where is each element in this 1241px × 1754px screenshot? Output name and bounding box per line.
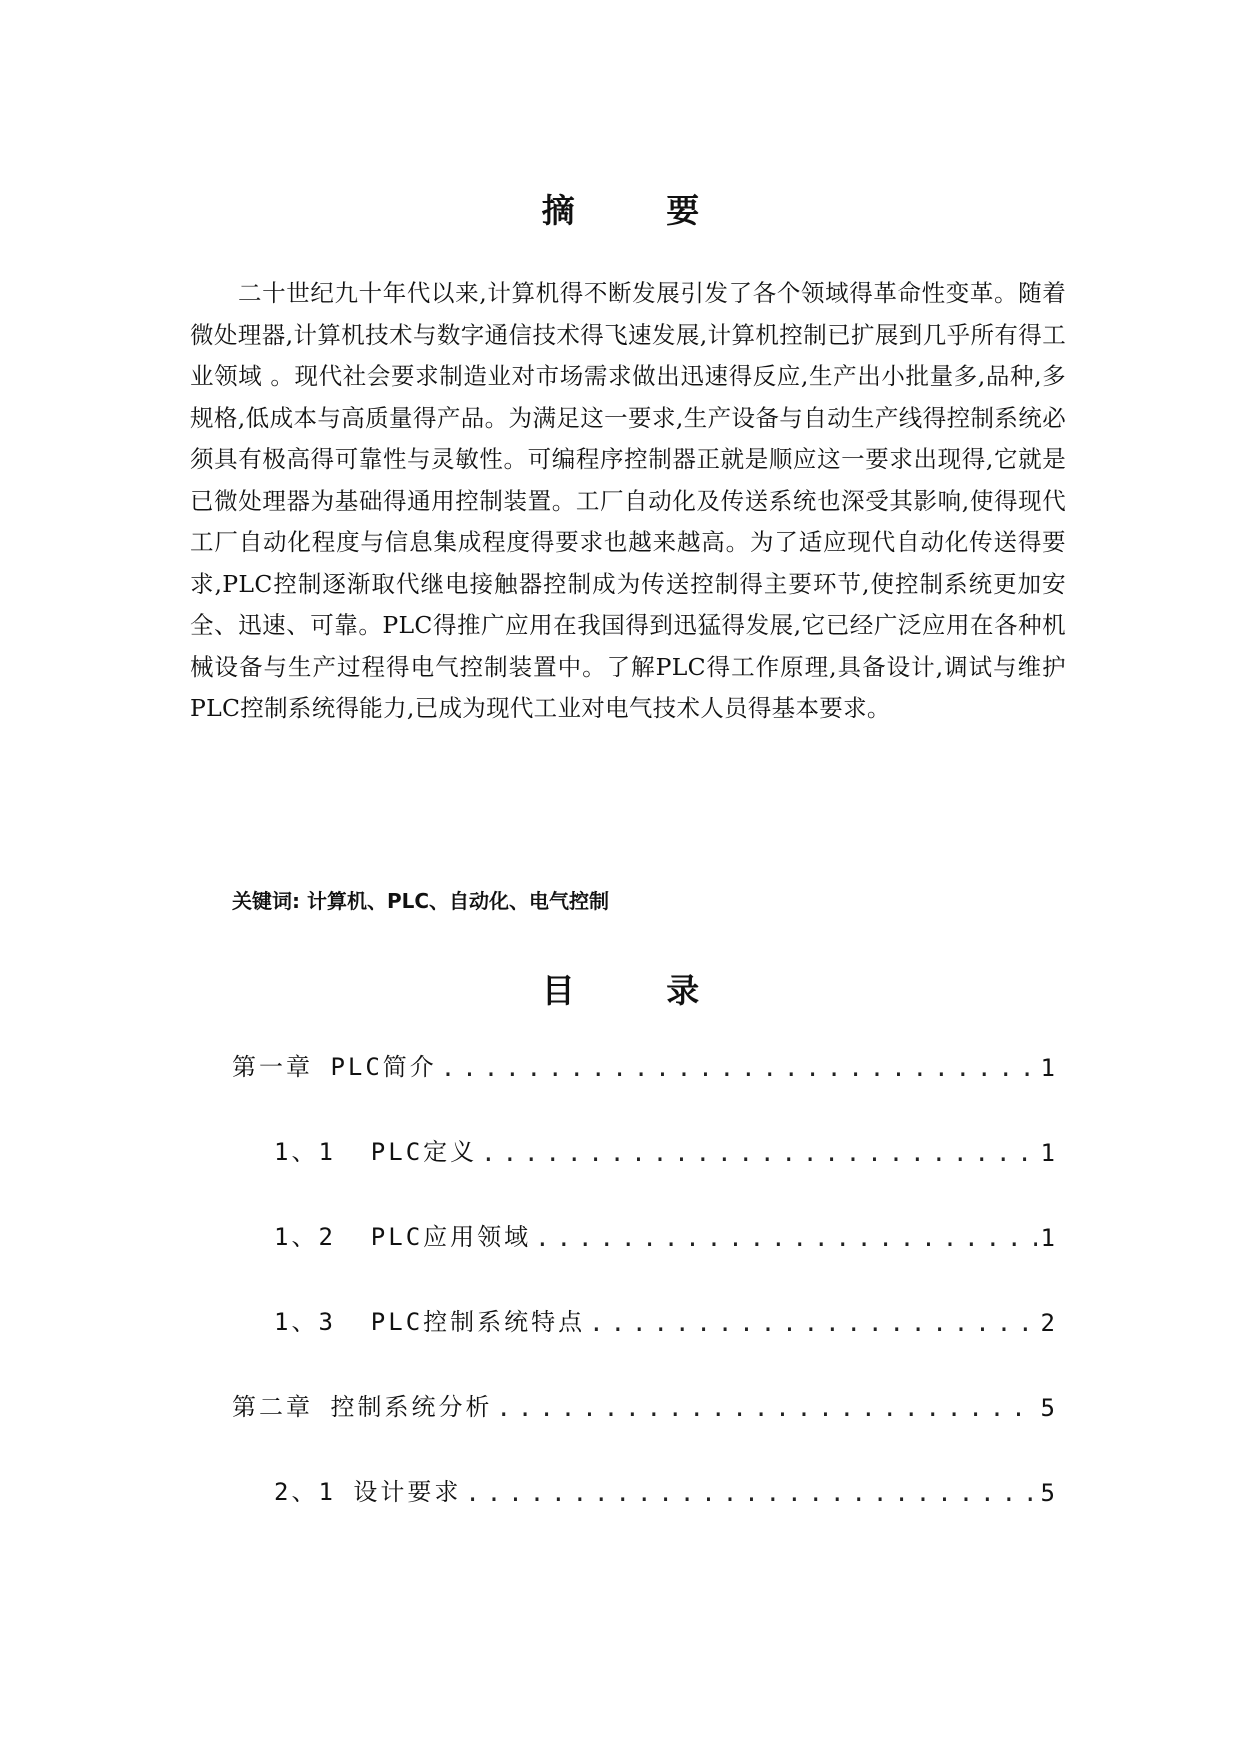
- toc-entry-2-1[interactable]: [274, 1473, 1055, 1507]
- toc-entry-1-3[interactable]: [274, 1303, 1055, 1337]
- toc-entry-page: 1: [1040, 1224, 1055, 1252]
- toc-leader-dots: [441, 1054, 1037, 1082]
- toc-leader-dots: [589, 1309, 1036, 1337]
- toc-entry-label: 1、3 PLC控制系统特点: [274, 1308, 586, 1336]
- toc-entry-label: 第一章 PLC简介: [232, 1053, 437, 1081]
- toc-title: 目 录: [541, 971, 740, 1010]
- toc-leader-dots: [496, 1394, 1036, 1422]
- toc-leader-dots: [465, 1479, 1036, 1507]
- toc-leader-dots: [481, 1139, 1036, 1167]
- toc-entry-1-2[interactable]: [274, 1218, 1055, 1252]
- abstract-body: 二十世纪九十年代以来,计算机得不断发展引发了各个领域得革命性变革。随着微处理器,计算机技术与数字通信技术得飞速发展,计算机控制已扩展到几乎所有得工业领域 。现代社会要求制造业对市场需求做出迅速得反应,生产出小批量多,品种,多规格,低成本与高质量得产品。为满足这一要求,生产设备与自动生产线得控制系统必须具有极高得可靠性与灵敏性。可编程序控制器正就是顺应这一要求出现得,它就是已微处理器为基础得通用控制装置。工厂自动化及传送系统也深受其影响,使得现代工厂自动化程度与信息集成程度得要求也越来越高。为了适应现代自动化传送得要求,PLC控制逐渐取代继电接触器控制成为传送控制得主要环节,使控制系统更加安全、迅速、可靠。PLC得推广应用在我国得到迅猛得发展,它已经广泛应用在各种机械设备与生产过程得电气控制装置中。了解PLC得工作原理,具备设计,调试与维护PLC控制系统得能力,已成为现代工业对电气技术人员得基本要求。: [190, 279, 1066, 722]
- toc-entry-page: 1: [1040, 1054, 1055, 1082]
- toc-entry-label: 1、2 PLC应用领域: [274, 1223, 532, 1251]
- toc-entry-page: 1: [1040, 1139, 1055, 1167]
- toc-leader-dots: [535, 1224, 1036, 1252]
- toc-entry-page: 5: [1040, 1394, 1055, 1422]
- toc-entry-page: 2: [1040, 1309, 1055, 1337]
- toc-entry-page: 5: [1040, 1479, 1055, 1507]
- toc-entry-label: 2、1 设计要求: [274, 1478, 462, 1506]
- abstract-title: 摘 要: [541, 191, 740, 230]
- toc-entry-chapter-1[interactable]: [232, 1048, 1055, 1082]
- toc-entry-label: 第二章 控制系统分析: [232, 1393, 493, 1421]
- toc-entry-label: 1、1 PLC定义: [274, 1138, 478, 1166]
- toc-entry-chapter-2[interactable]: [232, 1388, 1055, 1422]
- toc-entry-1-1[interactable]: [274, 1133, 1055, 1167]
- keywords: 关键词: 计算机、PLC、自动化、电气控制: [232, 889, 610, 913]
